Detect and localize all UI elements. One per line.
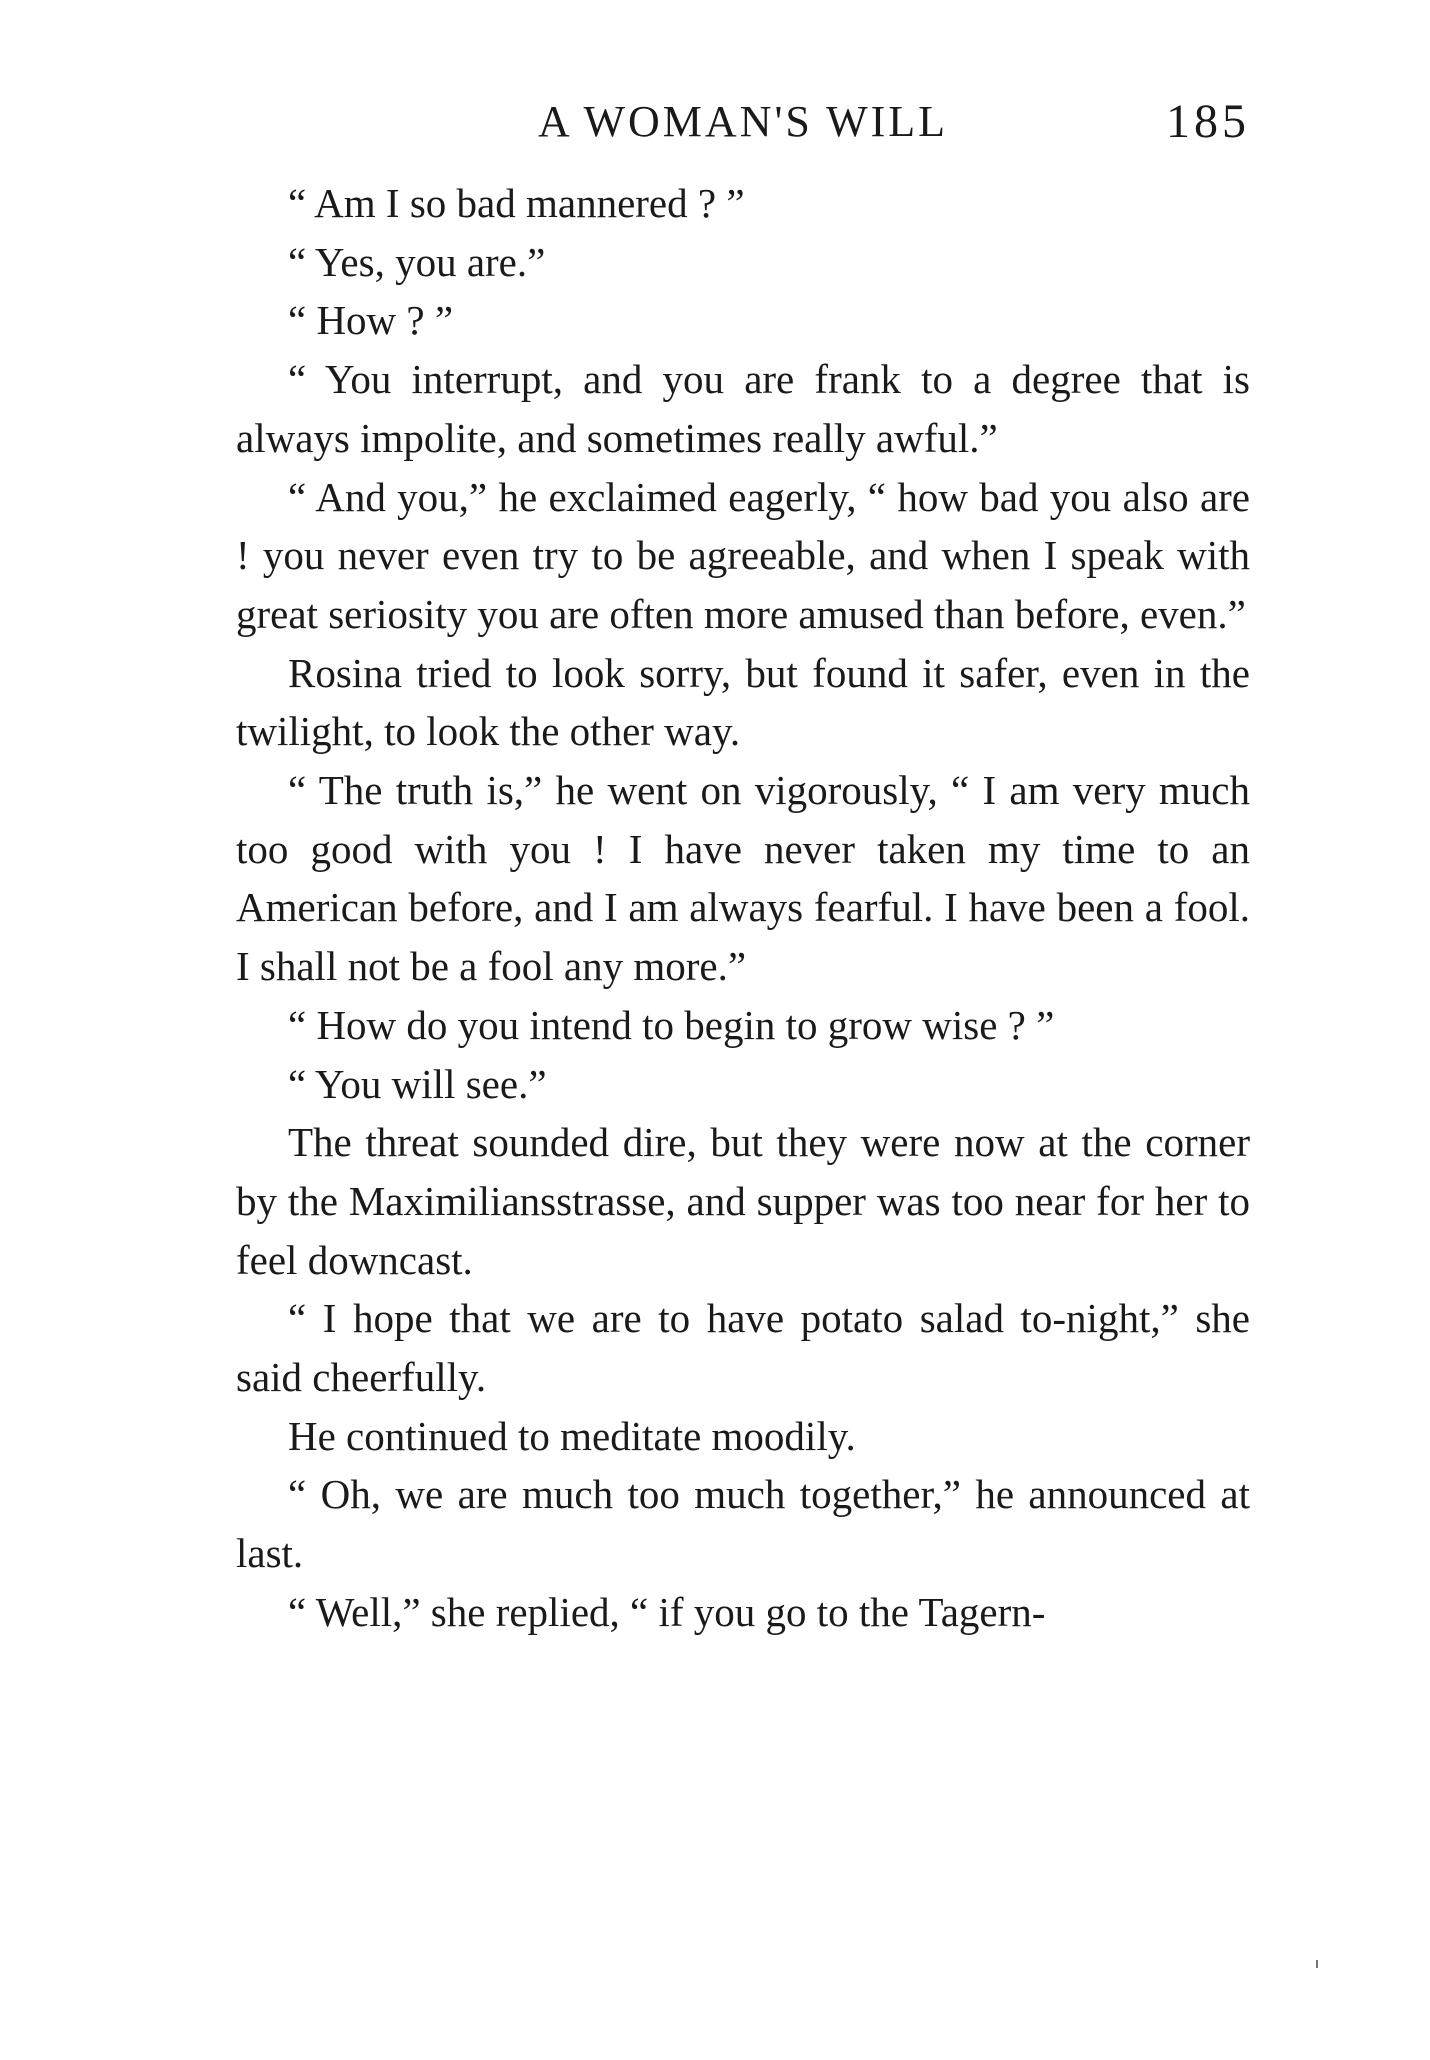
paragraph-8: “ How do you intend to begin to grow wise ? ” (288, 1001, 1055, 1048)
paragraph-1: “ Am I so bad mannered ? ” (288, 180, 745, 226)
scan-speck (1316, 1960, 1318, 1968)
paragraph-6: Rosina tried to look sorry, but found it safer, even in the twilight, to look the other way. (236, 649, 1250, 755)
paragraph-13: “ Oh, we are much too much together,” he announced at last. (236, 1471, 1250, 1577)
paragraph-7: “ The truth is,” he went on vigorously, “ I am very much too good with you ! I have never taken my time to an American before, and I am always fearful. I have been a fool. I shall not be a fool any more.” (236, 767, 1250, 990)
paragraph-3: “ How ? ” (288, 297, 454, 344)
page-number: 185 (1166, 95, 1250, 148)
paragraph-5: “ And you,” he exclaimed eagerly, “ how bad you also are ! you never even try to be agreeable, and when I speak with great seriosity you are often more amused than before, even.” (236, 473, 1250, 637)
running-head (236, 92, 1250, 152)
paragraph-4: “ You interrupt, and you are frank to a degree that is always impolite, and sometimes really awful.” (236, 356, 1250, 461)
running-title: A WOMAN'S WILL (537, 97, 949, 146)
paragraph-12: He continued to meditate moodily. (288, 1412, 856, 1459)
paragraph-14: “ Well,” she replied, “ if you go to the Tagern- (288, 1588, 1046, 1635)
paragraph-10: The threat sounded dire, but they were now at the corner by the Maximiliansstrasse, and supper was too near for her to feel downcast. (236, 1119, 1250, 1283)
body-text (236, 174, 1250, 1642)
paragraph-11: “ I hope that we are to have potato salad to-night,” she said cheerfully. (236, 1295, 1250, 1401)
paragraph-2: “ Yes, you are.” (288, 238, 546, 285)
paragraph-9: “ You will see.” (288, 1060, 547, 1107)
